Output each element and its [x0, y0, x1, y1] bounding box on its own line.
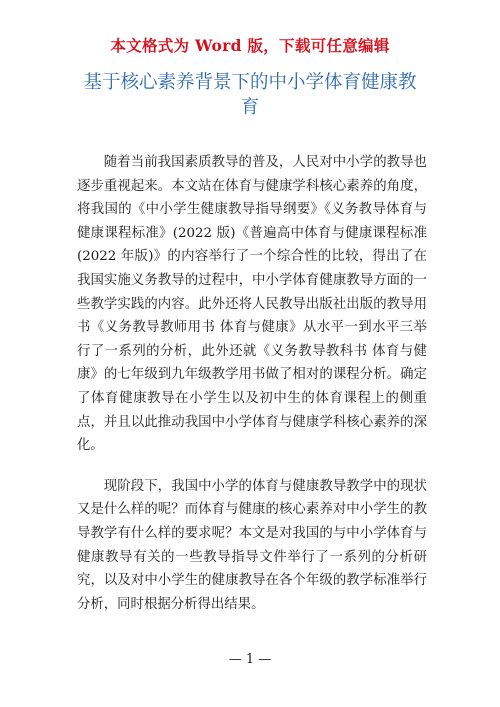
page-number: — 1 — — [228, 652, 272, 667]
paragraph: 现阶段下，我国中小学的体育与健康教导教学中的现状又是什么样的呢？而体育与健康的核心素养对中小学生的教导教学有什么样的要求呢？本文是对我国的与中小学体育与健康教导有关的一些教导指导文件举行了一系列的分析研究，以及对中小学生的健康教导在各个年级的教学标准举行分析，同时根据分析得出结果。 — [77, 478, 427, 612]
word-format-banner: 本文格式为 Word 版，下载可任意编辑 — [110, 36, 390, 55]
document-body — [77, 151, 427, 616]
paragraph: 随着当前我国素质教导的普及，人民对中小学的教导也逐步重视起来。本文站在体育与健康学科核心素养的角度，将我国的《中小学生健康教导指导纲要》《义务教导体育与健康课程标准》(2022 版)《普遍高中体育与健康课程标准 (2022 年版)》的内容举行了一个综合性的比较，得出了在我国实施义务教导的过程中，中小学体育健康教导方面的一些教学实践的内容。此外还将人民教导出版社出版的教导用书《义务教导教师用书 体育与健康》从水平一到水平三举行了一系列的分析，此外还就《义务教导教科书 体育与健康》的七年级到九年级教学用书做了相对的课程分析。确定了体育健康教导在小学生以及初中生的体育课程上的侧重点，并且以此推动我国中小学体育与健康学科核心素养的深化。 — [77, 155, 427, 454]
document-title: 基于核心素养背景下的中小学体育健康教育 — [83, 72, 417, 118]
